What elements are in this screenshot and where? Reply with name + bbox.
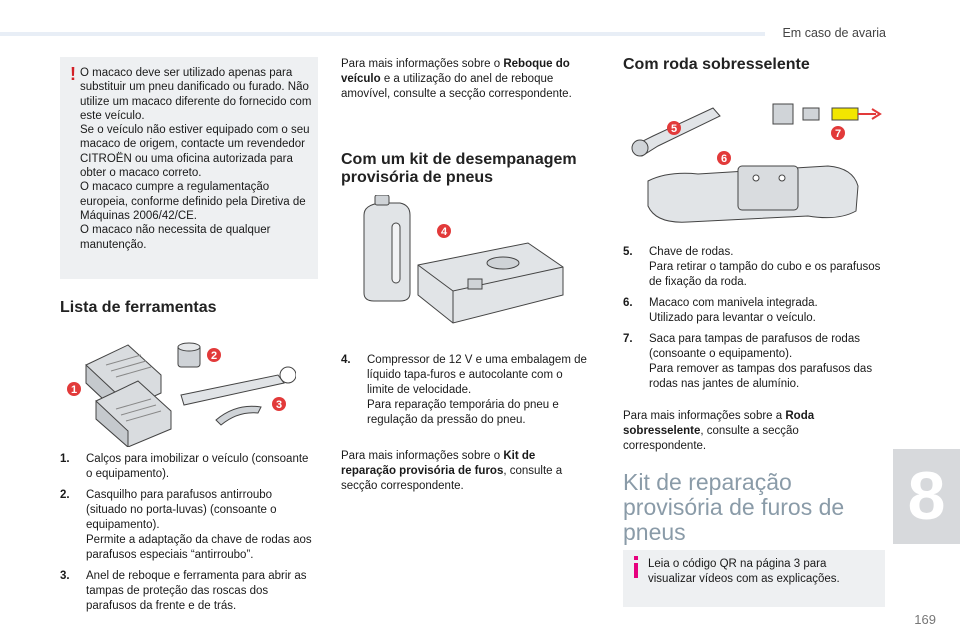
kit-section-title: Com um kit de desempanagem provisória de pneus [341, 151, 577, 186]
tow-info-paragraph: Para mais informações sobre o Reboque do veículo e a utilização do anel de reboque amovível, consulte a secção correspondente. [341, 58, 572, 100]
badge-4 [437, 224, 451, 238]
svg-text:6: 6 [720, 153, 728, 165]
section-header: Em caso de avaria [782, 26, 886, 40]
badge-7 [831, 126, 845, 140]
svg-text:5: 5 [670, 123, 678, 135]
svg-text:3: 3 [275, 399, 283, 411]
kit-list [341, 353, 591, 434]
badge-2 [207, 348, 221, 362]
kit-info-paragraph: Para mais informações sobre o Kit de reparação provisória de furos, consulte a secção correspondente. [341, 450, 563, 492]
spare-wheel-tools-illustration [628, 96, 883, 236]
info-text: Leia o código QR na página 3 para visualizar vídeos com as explicações. [648, 558, 840, 585]
warning-text: O macaco deve ser utilizado apenas para substituir um pneu danificado ou furado. Não utilize um macaco diferente do fornecido com este veículo. Se o veículo não estiver equipado com o seu macaco de origem, contacte um revendedor CITROËN ou uma oficina autorizada para obter o macaco correto. O macaco cumpre a regulamentação europeia, conforme definido pela Diretiva de Máquinas 2006/42/CE. O macaco não necessita de qualquer manutenção. [80, 67, 312, 251]
list-item: 5. Chave de rodas. Para retirar o tampão do cubo e os parafusos de fixação da roda. [623, 246, 881, 288]
list-item: 4. Compressor de 12 V e uma embalagem de líquido tapa-furos e autocolante com o limite de velocidade. Para reparação temporária do pneu e regulação da pressão do pneu. [341, 354, 587, 426]
tools-illustration [66, 335, 296, 447]
spare-info-paragraph: Para mais informações sobre a Roda sobresselente, consulte a secção correspondente. [623, 410, 815, 452]
list-item: 1. Calços para imobilizar o veículo (consoante o equipamento). [60, 453, 309, 480]
svg-text:1: 1 [70, 384, 78, 396]
tools-section-title: Lista de ferramentas [60, 299, 217, 316]
svg-text:7: 7 [834, 128, 842, 140]
top-rule [0, 32, 765, 36]
spare-list [623, 245, 885, 398]
svg-text:4: 4 [440, 226, 448, 238]
page-number: 169 [914, 612, 936, 627]
list-item: 6. Macaco com manivela integrada. Utilizado para levantar o veículo. [623, 297, 818, 324]
chapter-number: 8 [907, 458, 946, 534]
info-icon [630, 556, 642, 578]
list-item: 2. Casquilho para parafusos antirroubo (situado no porta-luvas) (consoante o equipamento). Permite a adaptação da chave de rodas aos parafusos especiais “antirroubo”. [60, 489, 312, 561]
badge-6 [717, 151, 731, 165]
badge-1 [67, 382, 81, 396]
spare-section-title: Com roda sobresselente [623, 56, 810, 73]
tools-list [60, 452, 315, 620]
repair-kit-illustration [358, 195, 583, 343]
list-item: 7. Saca para tampas de parafusos de rodas (consoante o equipamento). Para remover as tampas dos parafusos das rodas nas jantes de alumínio. [623, 333, 873, 390]
warning-icon: ! [70, 64, 76, 84]
badge-5 [667, 121, 681, 135]
list-item: 3. Anel de reboque e ferramenta para abrir as tampas de proteção das roscas dos parafusos da frente e de trás. [60, 570, 307, 612]
repair-kit-heading: Kit de reparação provisória de furos de pneus [623, 469, 845, 545]
badge-3 [272, 397, 286, 411]
svg-text:2: 2 [210, 350, 218, 362]
